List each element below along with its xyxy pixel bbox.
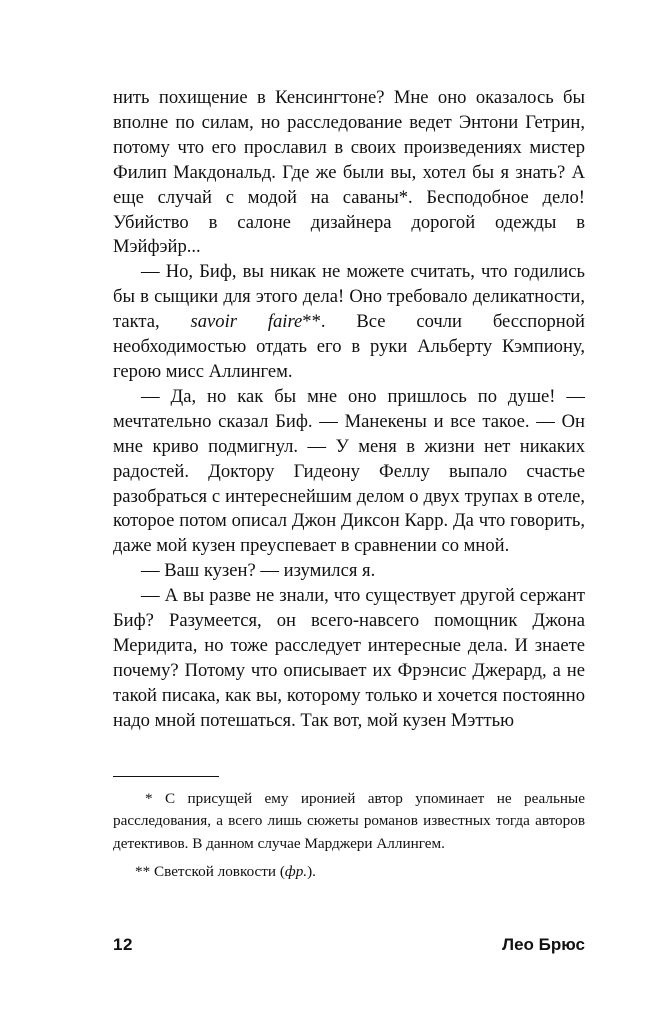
footnote-1: * С присущей ему иронией автор упоминает не реальные расследования, а всего лишь сюжеты романов известных тогда авторов детективов. В данном случае Марджери Аллингем. bbox=[113, 790, 585, 852]
running-author: Лео Брюс bbox=[502, 935, 585, 954]
footnote-2-text-end: ). bbox=[307, 862, 316, 880]
main-text bbox=[113, 86, 585, 734]
paragraph-4: — Ваш кузен? — изумился я. bbox=[141, 560, 376, 582]
footnote-2 bbox=[113, 861, 585, 883]
footnote-divider bbox=[113, 776, 219, 777]
paragraph-2-text-start: — Но, Биф, вы никак не можете считать, что годились бы в сыщики для этого дела! Оно требовало деликатности, такта, bbox=[113, 261, 585, 333]
paragraph-3: — Да, но как бы мне оно пришлось по душе! — мечтательно сказал Биф. — Манекены и все такое. — Он мне криво подмигнул. — У меня в жизни нет никаких радостей. Доктору Гидеону Феллу выпало счастье разобраться с интереснейшим делом о двух трупах в отеле, которое потом описал Джон Диксон Карр. Да что говорить, даже мой кузен преуспевает в сравнении со мной. bbox=[113, 385, 585, 557]
paragraph-5: — А вы разве не знали, что существует другой сержант Биф? Разумеется, он всего-навсего помощник Джона Меридита, но тоже расследует интересные дела. И знаете почему? Потому что описывает их Фрэнсис Джерард, а не такой писака, как вы, которому только и хочется постоянно надо мной потешаться. Так вот, мой кузен Мэттью bbox=[113, 585, 585, 731]
paragraph-2-italic-phrase: savoir faire bbox=[190, 311, 303, 333]
page-number: 12 bbox=[113, 935, 133, 954]
paragraph-2 bbox=[113, 260, 585, 385]
footnote-2-italic: фр. bbox=[284, 862, 308, 880]
paragraph-1: нить похищение в Кенсингтоне? Мне оно оказалось бы вполне по силам, но расследование ведет Энтони Гетрин, потому что его прославил в своих произведениях мистер Филип Макдональд. Где же были вы, хотел бы я знать? А еще случай с модой на саваны*. Бесподобное дело! Убийство в салоне дизайнера дорогой одежды в Мэйфэйр... bbox=[113, 87, 585, 258]
footnotes bbox=[113, 788, 585, 883]
footnote-2-text-start: ** Светской ловкости ( bbox=[135, 862, 285, 880]
paragraph-2-text-end: **. Все сочли бесспорной необходимостью отдать его в руки Альберту Кэмпиону, герою мисс Аллингем. bbox=[113, 311, 586, 382]
